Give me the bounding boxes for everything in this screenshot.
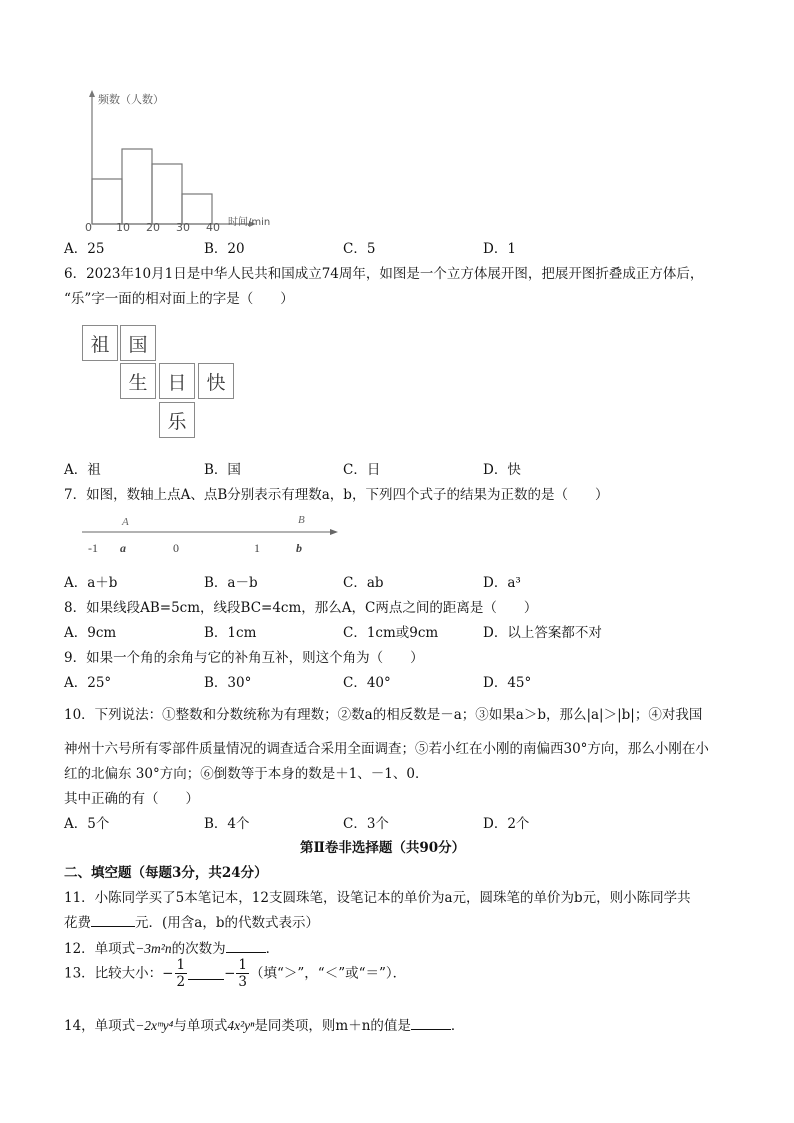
y-axis-arrow [89,90,95,97]
q7-option-a[interactable]: A．a＋b [64,575,118,591]
q6-option-c[interactable]: C．日 [343,462,381,478]
q14-answer-blank[interactable] [411,1017,451,1030]
net-cell-le: 乐 [159,402,195,438]
q7-option-b[interactable]: B．a－b [204,575,258,591]
tick-0: 0 [173,541,179,555]
x-tick-label: 10 [116,221,130,231]
q11-line2-post: 元．(用含a，b的代数式表示） [135,915,319,931]
q5-option-c[interactable]: C．5 [343,241,376,257]
q8-option-d[interactable]: D．以上答案都不对 [483,625,602,641]
q13-fraction-2 [236,957,249,990]
q5-option-d[interactable]: D．1 [483,241,516,257]
q13-f2-num: 1 [238,957,247,973]
q14-expr2: 4x²yⁿ [227,1018,255,1033]
net-cell-zu: 祖 [82,325,118,361]
q11-line2 [64,911,319,931]
q6-option-a[interactable]: A．祖 [64,462,101,478]
x-tick-label: 0 [85,221,92,231]
q13-fraction-1 [175,957,188,990]
q14-mid: 与单项式 [173,1018,228,1034]
q8-option-c[interactable]: C．1cm或9cm [343,625,439,641]
histogram-bar-30-40 [182,194,212,224]
histogram-bar-20-30 [152,164,182,224]
x-tick-label: 40 [206,221,220,231]
section2-title: 二、填空题（每题3分，共24分） [64,865,268,881]
q14-pre: 14，单项式 [64,1018,136,1034]
q13-mid: − [224,965,236,982]
q13-post: （填“＞”，“＜”或“＝”）． [250,965,407,982]
q11-answer-blank[interactable] [91,914,135,927]
q6-stem-line2: “乐”字一面的相对面上的字是（ ） [64,291,294,307]
q12-line [64,937,279,957]
point-a-label: A [122,516,129,528]
q9-option-c[interactable]: C．40° [343,675,391,691]
q10-line4: 其中正确的有（ ） [64,791,199,807]
net-cell-kuai: 快 [198,363,234,399]
q13-f1-den: 2 [176,974,186,990]
q9-option-d[interactable]: D．45° [483,675,532,691]
q8-option-a[interactable]: A．9cm [64,625,117,641]
net-cell-guo: 国 [120,325,156,361]
q12-post: 的次数为 [171,941,226,957]
q7-option-c[interactable]: C．ab [343,575,384,591]
q14-end: ． [450,1018,465,1034]
q10-line1: 10．下列说法：①整数和分数统称为有理数；②数a的相反数是－a；③如果a＞b，那么|a|＞|b|；④对我国 [64,707,703,723]
x-tick-label: 20 [146,221,160,231]
tick-b: b [296,541,302,555]
q13-line [64,957,406,990]
q14-post: 是同类项，则m＋n的值是 [254,1018,411,1034]
q8-option-b[interactable]: B．1cm [204,625,257,641]
q10-option-a[interactable]: A．5个 [64,816,110,832]
q10-option-d[interactable]: D．2个 [483,816,530,832]
q13-pre: 13．比较大小：− [64,965,174,982]
x-axis-label: 时间/min [228,217,271,228]
number-line [78,508,348,558]
histogram-bar-0-10 [92,179,122,224]
q13-f2-den: 3 [238,974,247,990]
q8-stem: 8．如果线段AB=5cm，线段BC=4cm，那么A，C两点之间的距离是（ ） [64,600,538,616]
q12-expr: −3m²n [135,941,172,956]
tick-1: 1 [254,541,260,555]
tick-minus1: -1 [88,541,98,555]
q6-stem-line1: 6．2023年10月1日是中华人民共和国成立74周年，如图是一个立方体展开图，把展开图折叠成正方体后， [64,266,704,282]
q10-option-b[interactable]: B．4个 [204,816,250,832]
q11-line1: 11．小陈同学买了5本笔记本，12支圆珠笔，设笔记本的单价为a元，圆珠笔的单价为b元，则小陈同学共 [64,890,691,906]
q11-line2-pre: 花费 [64,915,91,931]
q5-option-a[interactable]: A．25 [64,241,105,257]
q10-line2: 神州十六号所有零部件质量情况的调查适合采用全面调查；⑤若小红在小刚的南偏西30°方向，那么小刚在小 [64,741,709,757]
point-b-label: B [298,514,305,526]
q10-option-c[interactable]: C．3个 [343,816,389,832]
q14-line [64,1014,464,1034]
net-cell-ri: 日 [159,363,195,399]
q9-option-b[interactable]: B．30° [204,675,252,691]
q6-option-b[interactable]: B．国 [204,462,241,478]
q12-pre: 12．单项式 [64,941,136,957]
q13-answer-blank[interactable] [188,967,224,980]
q9-stem: 9．如果一个角的余角与它的补角互补，则这个角为（ ） [64,650,424,666]
q7-stem: 7．如图，数轴上点A、点B分别表示有理数a，b，下列四个式子的结果为正数的是（ ） [64,487,609,503]
tick-a: a [120,541,126,555]
q14-expr1: −2xᵐy⁴ [135,1018,174,1033]
net-cell-sheng: 生 [120,363,156,399]
part2-title: 第Ⅱ卷非选择题（共90分） [300,840,466,856]
q9-option-a[interactable]: A．25° [64,675,112,691]
number-line-arrow [330,529,338,535]
q10-line3: 红的北偏东 30°方向；⑥倒数等于本身的数是＋1、－1、0． [64,766,429,782]
y-axis-label: 频数（人数） [98,93,164,106]
histogram-bar-10-20 [122,149,152,224]
q6-option-d[interactable]: D．快 [483,462,521,478]
x-tick-label: 30 [176,221,190,231]
q12-answer-blank[interactable] [226,940,266,953]
histogram-chart [70,86,290,231]
q13-f1-num: 1 [176,957,186,973]
q12-end: ． [265,941,280,957]
q7-option-d[interactable]: D．a³ [483,575,521,591]
cube-net [82,325,242,440]
q5-option-b[interactable]: B．20 [204,241,245,257]
